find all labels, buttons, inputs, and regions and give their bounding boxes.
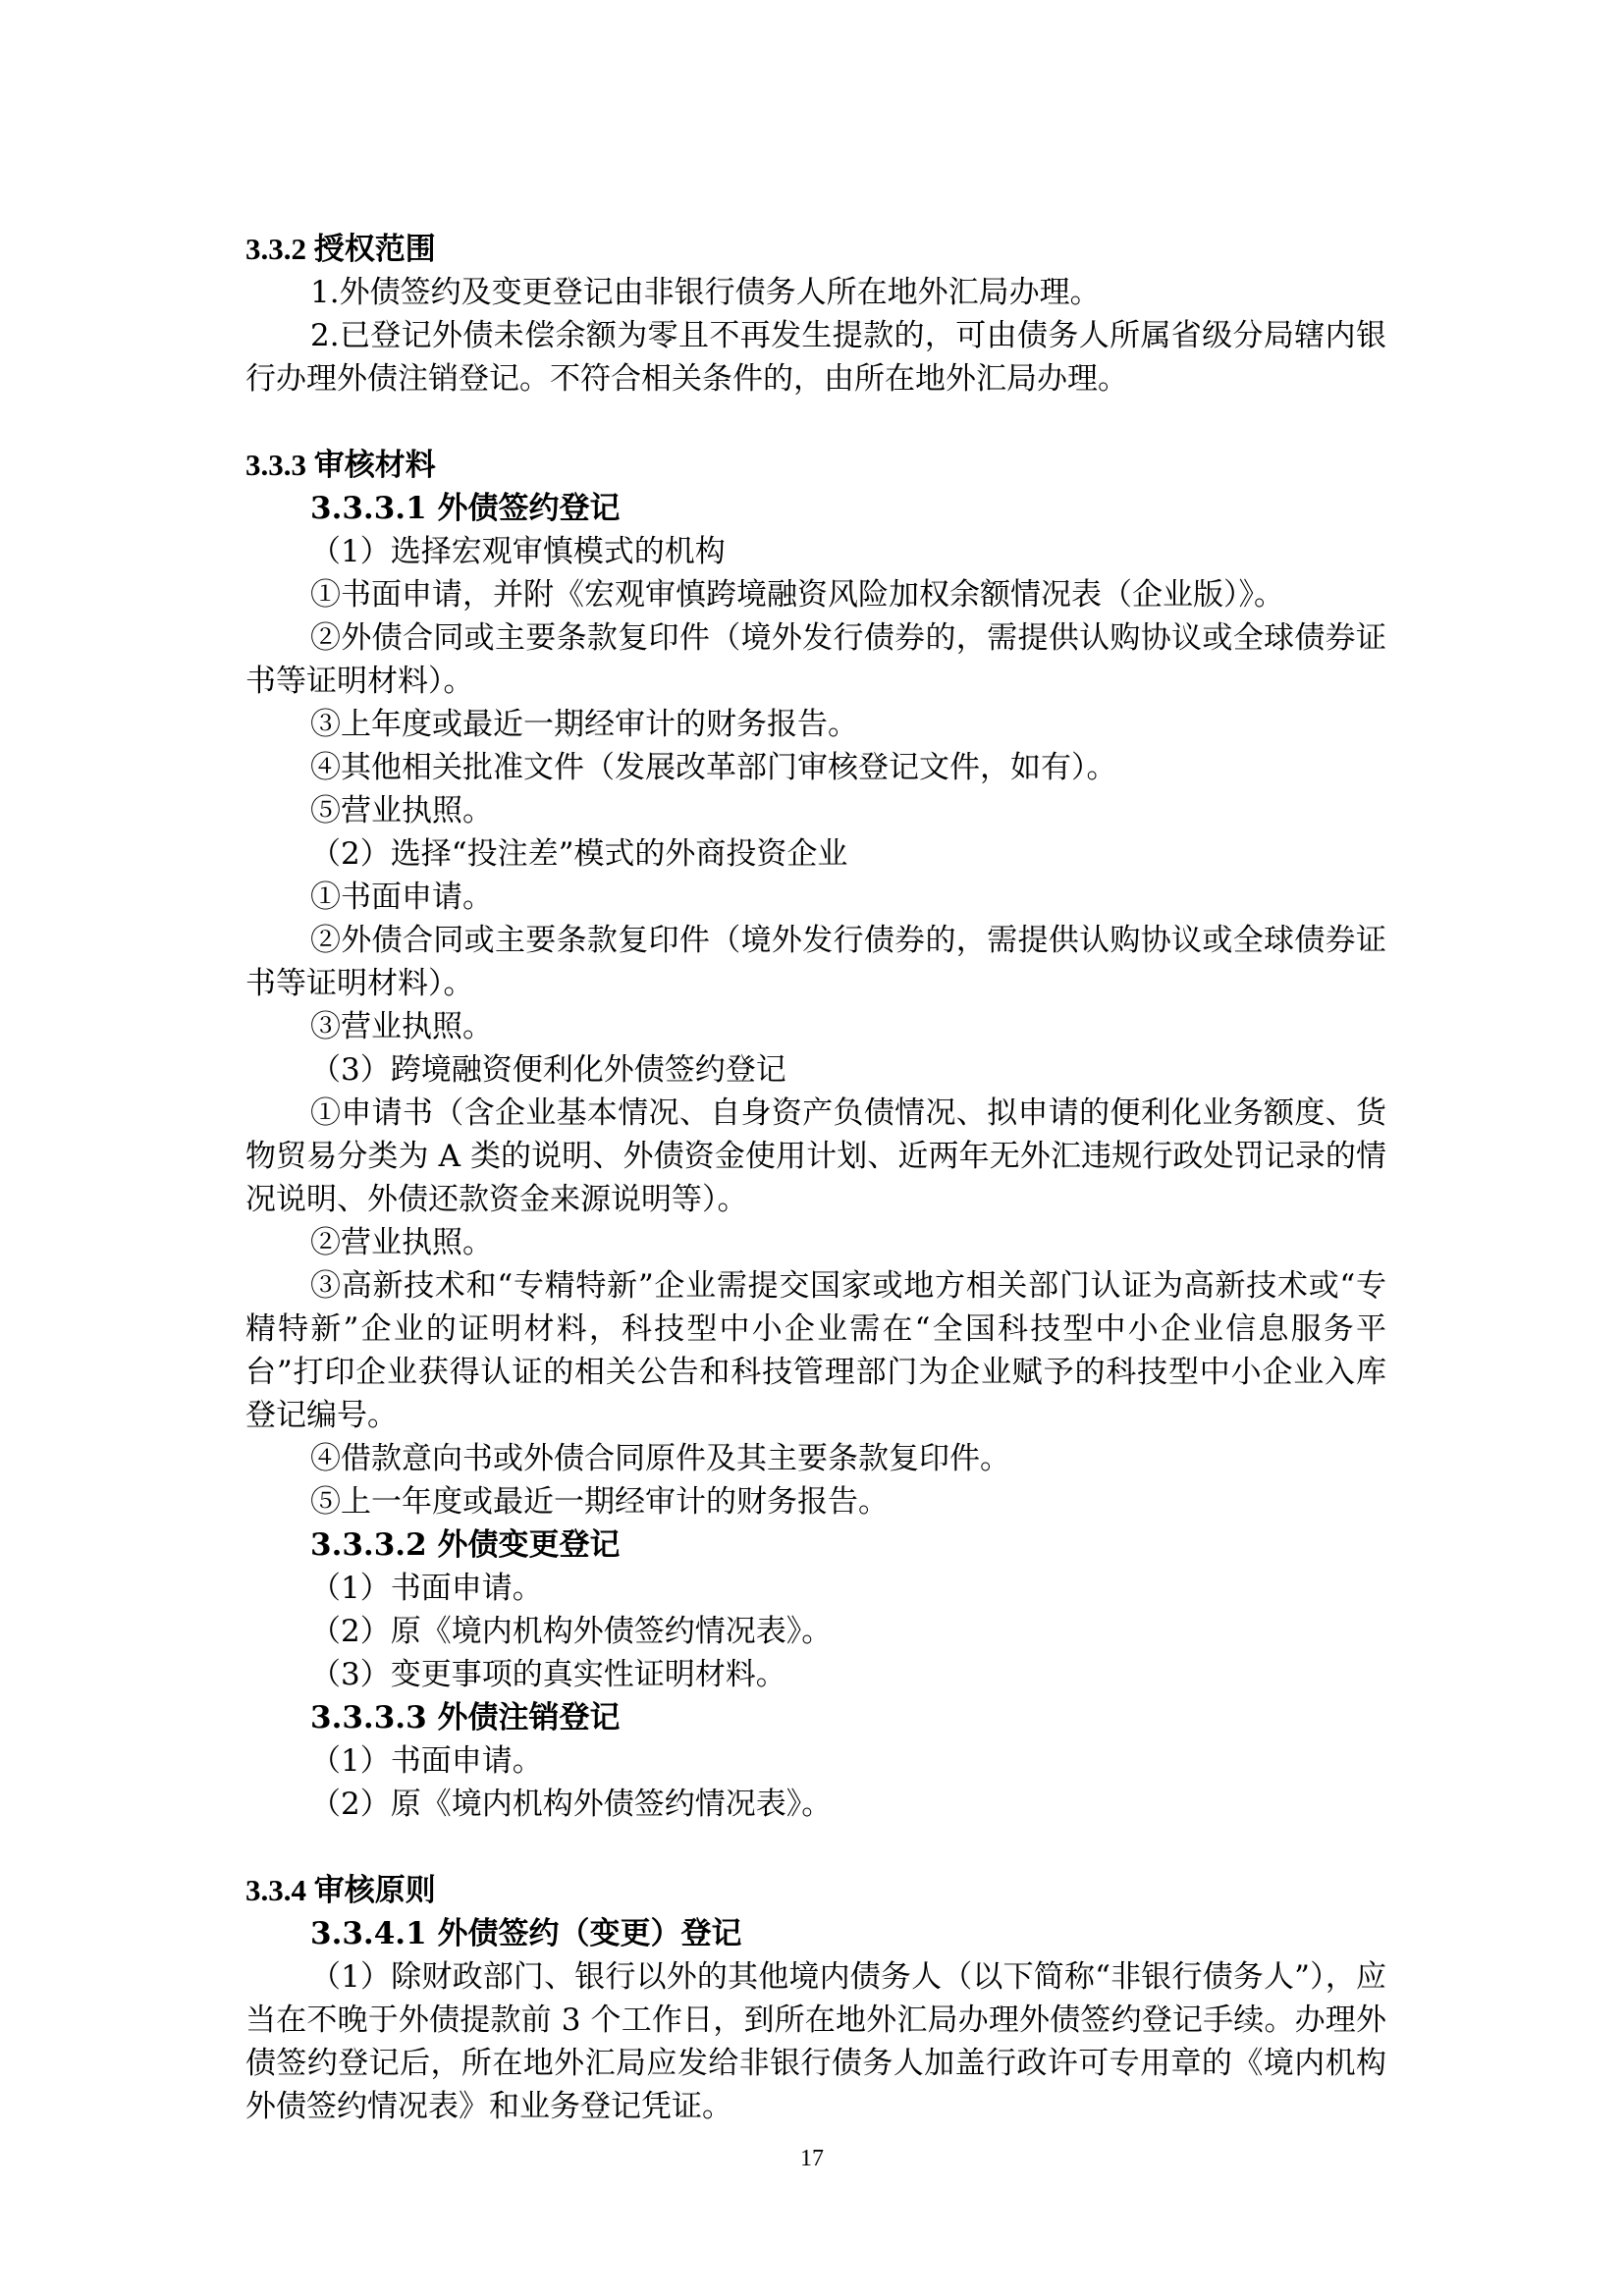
section-heading: 3.3.4 审核原则 (245, 1873, 436, 1907)
list-item: （1）书面申请。 (310, 1743, 543, 1779)
subsection-heading: 3.3.4.1 外债签约（变更）登记 (310, 1916, 742, 1951)
list-item: ③营业执照。 (310, 1009, 493, 1044)
list-item: ⑤营业执照。 (310, 793, 493, 828)
subsection-heading: 3.3.3.1 外债签约登记 (310, 491, 621, 526)
section-heading: 3.3.2 授权范围 (245, 232, 436, 266)
list-item: ①申请书（含企业基本情况、自身资产负债情况、拟申请的便利化业务额度、货物贸易分类为 A 类的说明、外债资金使用计划、近两年无外汇违规行政处罚记录的情况说明、外债还款资金来源说明等）。 (245, 1095, 1386, 1217)
section-heading: 3.3.3 审核材料 (245, 448, 436, 482)
paragraph: （1）除财政部门、银行以外的其他境内债务人（以下简称“非银行债务人”），应当在不晚于外债提款前 3 个工作日，到所在地外汇局办理外债签约登记手续。办理外债签约登记后，所在地外汇局应发给非银行债务人加盖行政许可专用章的《境内机构外债签约情况表》和业务登记凭证。 (245, 1959, 1386, 2124)
document-page (245, 228, 1386, 2128)
paragraph: 2.已登记外债未偿余额为零且不再发生提款的，可由债务人所属省级分局辖内银行办理外债注销登记。不符合相关条件的，由所在地外汇局办理。 (245, 318, 1386, 397)
list-item: ③高新技术和“专精特新”企业需提交国家或地方相关部门认证为高新技术或“专精特新”企业的证明材料，科技型中小企业需在“全国科技型中小企业信息服务平台”打印企业获得认证的相关公告和科技管理部门为企业赋予的科技型中小企业入库登记编号。 (245, 1268, 1386, 1433)
list-item: ⑤上一年度或最近一期经审计的财务报告。 (310, 1484, 889, 1520)
list-group-title: （3）跨境融资便利化外债签约登记 (310, 1052, 786, 1088)
page-number: 17 (800, 2146, 824, 2171)
list-group-title: （1）选择宏观审慎模式的机构 (310, 534, 726, 569)
list-item: ④其他相关批准文件（发展改革部门审核登记文件，如有）。 (310, 750, 1117, 785)
list-item: ①书面申请，并附《宏观审慎跨境融资风险加权余额情况表（企业版）》。 (310, 577, 1284, 613)
list-item: （2）原《境内机构外债签约情况表》。 (310, 1787, 833, 1822)
list-item: ②外债合同或主要条款复印件（境外发行债券的，需提供认购协议或全球债券证书等证明材料）。 (245, 923, 1386, 1001)
list-item: ③上年度或最近一期经审计的财务报告。 (310, 707, 858, 742)
subsection-heading: 3.3.3.3 外债注销登记 (310, 1700, 621, 1735)
list-item: （1）书面申请。 (310, 1571, 543, 1606)
list-item: （2）原《境内机构外债签约情况表》。 (310, 1614, 833, 1649)
list-item: （3）变更事项的真实性证明材料。 (310, 1657, 786, 1692)
subsection-heading: 3.3.3.2 外债变更登记 (310, 1527, 621, 1563)
list-item: ②外债合同或主要条款复印件（境外发行债券的，需提供认购协议或全球债券证书等证明材料）。 (245, 620, 1386, 699)
list-item: ②营业执照。 (310, 1225, 493, 1260)
list-group-title: （2）选择“投注差”模式的外商投资企业 (310, 836, 848, 872)
list-item: ①书面申请。 (310, 880, 493, 915)
paragraph: 1.外债签约及变更登记由非银行债务人所在地外汇局办理。 (310, 275, 1101, 310)
list-item: ④借款意向书或外债合同原件及其主要条款复印件。 (310, 1441, 1010, 1476)
